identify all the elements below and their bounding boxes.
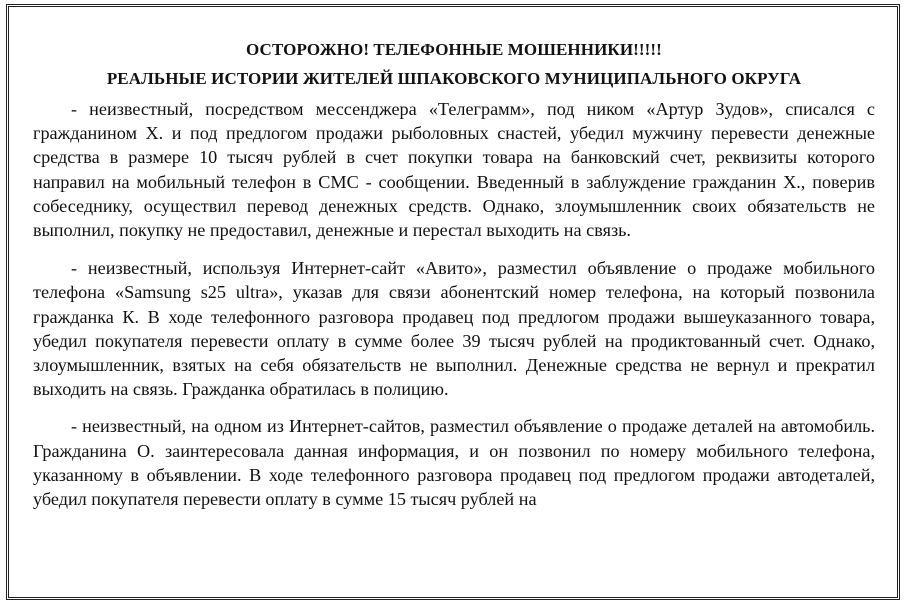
story-paragraph-3: - неизвестный, на одном из Интернет-сайтов, разместил объявление о продаже деталей на автомобиль. Гражданина О. заинтересовала данная информация, и он позвонил по номеру мобильного телефона, указанному в объявлении. В ходе телефонного разговора продавец под предлогом продажи автодеталей, убедил покупателя перевести оплату в сумме 15 тысяч рублей на <box>33 416 875 510</box>
document-body <box>33 35 875 597</box>
document-title-line-2: РЕАЛЬНЫЕ ИСТОРИИ ЖИТЕЛЕЙ ШПАКОВСКОГО МУНИЦИПАЛЬНОГО ОКРУГА <box>106 69 802 88</box>
story-paragraph-2: - неизвестный, используя Интернет-сайт «Авито», разместил объявление о продаже мобильного телефона «Samsung s25 ultra», указав для связи абонентский номер телефона, на который позвонила гражданка К. В ходе телефонного разговора продавец под предлогом продажи вышеуказанного товара, убедил покупателя перевести оплату в сумме более 39 тысяч рублей на продиктованный счет. Однако, злоумышленник, взятых на себя обязательств не выполнил. Денежные средства не вернул и прекратил выходить на связь. Гражданка обратилась в полицию. <box>33 258 875 400</box>
document-frame <box>6 4 900 600</box>
document-title-line-1: ОСТОРОЖНО! ТЕЛЕФОННЫЕ МОШЕННИКИ!!!!! <box>246 40 662 59</box>
story-paragraph-1: - неизвестный, посредством мессенджера «Телеграмм», под ником «Артур Зудов», списался с гражданином Х. и под предлогом продажи рыболовных снастей, убедил мужчину перевести денежные средства в размере 10 тысяч рублей в счет покупки товара на банковский счет, реквизиты которого направил на мобильный телефон в СМС - сообщении. Введенный в заблуждение гражданин Х., поверив собеседнику, осуществил перевод денежных средств. Однако, злоумышленник своих обязательств не выполнил, покупку не предоставил, денежные и перестал выходить на связь. <box>33 99 875 241</box>
